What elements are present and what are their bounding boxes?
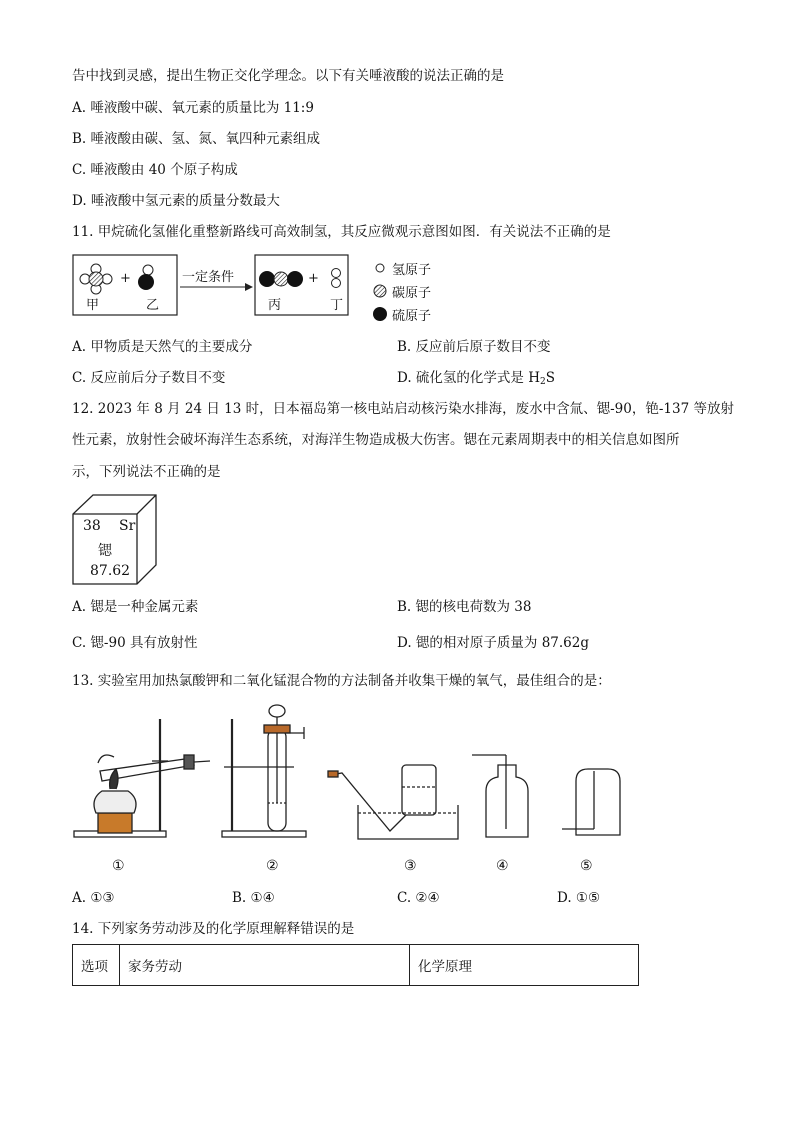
apparatus-3 (328, 765, 458, 839)
q12-option-c: C. 锶-90 具有放射性 (72, 635, 198, 651)
apparatus-2 (222, 705, 306, 837)
element-mass: 87.62 (90, 563, 131, 579)
apparatus-label-5: ⑤ (580, 858, 593, 874)
q12-stem-line3: 示，下列说法不正确的是 (72, 464, 221, 480)
q12-option-b: B. 锶的核电荷数为 38 (397, 599, 532, 615)
q11-option-b: B. 反应前后原子数目不变 (397, 339, 551, 355)
q14-table (72, 944, 639, 986)
q11-option-c: C. 反应前后分子数目不变 (72, 370, 226, 386)
q11-option-a: A. 甲物质是天然气的主要成分 (72, 339, 253, 355)
q11-option-d: D. 硫化氢的化学式是 $H_2S$ (397, 370, 555, 387)
q12-option-d: D. 锶的相对原子质量为 87.62g (397, 635, 590, 651)
header-principle: 化学原理 (410, 945, 639, 986)
q12-stem-line2: 性元素，放射性会破坏海洋生态系统，对海洋生物造成极大伤害。锶在元素周期表中的相关信息如图所 (72, 432, 680, 448)
q14-stem: 14. 下列家务劳动涉及的化学原理解释错误的是 (72, 921, 355, 937)
cs2-molecule (259, 271, 303, 287)
apparatus-figure (72, 703, 632, 853)
q13-stem: 13. 实验室用加热氯酸钾和二氧化锰混合物的方法制备并收集干燥的氧气，最佳组合的是： (72, 673, 611, 689)
label-bing: 丙 (268, 298, 282, 313)
header-option: 选项 (73, 945, 120, 986)
legend-hydrogen: 氢原子 (392, 263, 432, 278)
reaction-condition: 一定条件 (182, 270, 235, 285)
atom-legend (372, 257, 472, 327)
plus-sign-1: + (120, 271, 131, 286)
apparatus-label-3: ③ (404, 858, 417, 874)
q13-option-d: D. ①⑤ (557, 890, 601, 906)
element-symbol: Sr (119, 518, 136, 534)
apparatus-label-4: ④ (496, 858, 509, 874)
apparatus-label-2: ② (266, 858, 279, 874)
label-yi: 乙 (146, 298, 160, 313)
q10-stem: 告中找到灵感，提出生物正交化学理念。以下有关唾液酸的说法正确的是 (72, 68, 504, 84)
q13-option-a: A. ①③ (72, 890, 115, 906)
reaction-diagram (72, 252, 372, 322)
q13-option-b: B. ①④ (232, 890, 275, 906)
apparatus-1 (74, 719, 210, 837)
apparatus-5 (562, 769, 620, 835)
table-header-row (73, 945, 639, 986)
q10-option-c: C. 唾液酸由 40 个原子构成 (72, 162, 238, 178)
plus-sign-2: + (308, 271, 319, 286)
q10-option-b: B. 唾液酸由碳、氢、氮、氧四种元素组成 (72, 131, 321, 147)
header-housework: 家务劳动 (120, 945, 410, 986)
apparatus-label-1: ① (112, 858, 125, 874)
element-name: 锶 (98, 543, 112, 559)
apparatus-4 (472, 755, 528, 837)
q12-option-a: A. 锶是一种金属元素 (72, 599, 199, 615)
element-card (72, 494, 158, 586)
q12-stem-line1: 12. 2023 年 8 月 24 日 13 时，日本福岛第一核电站启动核污染水排海，废水中含氚、锶-90，铯-137 等放射 (72, 401, 734, 417)
label-jia: 甲 (86, 298, 100, 313)
element-number: 38 (83, 518, 101, 534)
label-ding: 丁 (330, 298, 344, 313)
legend-carbon: 碳原子 (392, 286, 432, 301)
q13-option-c: C. ②④ (397, 890, 440, 906)
legend-sulfur: 硫原子 (392, 309, 432, 324)
q10-option-a: A. 唾液酸中碳、氧元素的质量比为 11:9 (72, 100, 314, 116)
q11-stem: 11. 甲烷硫化氢催化重整新路线可高效制氢，其反应微观示意图如图．有关说法不正确的是 (72, 224, 611, 240)
q10-option-d: D. 唾液酸中氢元素的质量分数最大 (72, 193, 280, 209)
